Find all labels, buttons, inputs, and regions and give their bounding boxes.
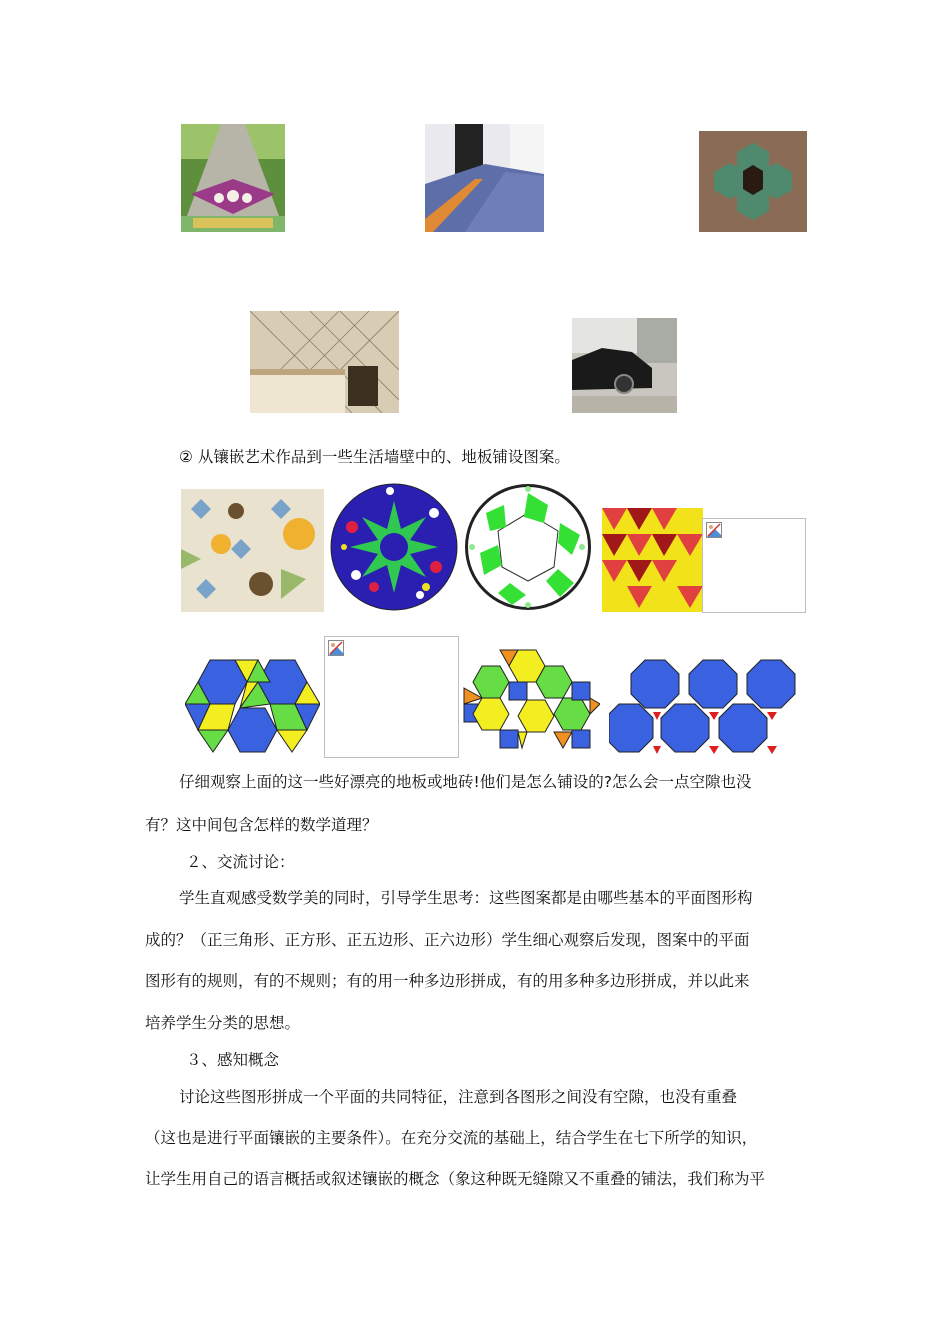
broken-image-placeholder (702, 518, 806, 613)
paragraph-concept-line-2: （这也是进行平面镶嵌的主要条件）。在充分交流的基础上，结合学生在七下所学的知识， (145, 1129, 758, 1147)
paragraph-observe-line-1: 仔细观察上面的这一些好漂亮的地板或地砖!他们是怎么铺设的?怎么会一点空隙也没 (179, 773, 752, 791)
paragraph-observe-line-2: 有？这中间包含怎样的数学道理？ (145, 816, 378, 834)
image-green-circle-limit (462, 483, 594, 611)
image-star-circle-limit (330, 483, 458, 611)
paragraph-discuss-line-1: 学生直观感受数学美的同时，引导学生思考：这些图案都是由哪些基本的平面图形构 (179, 889, 753, 907)
photo-park-path (181, 124, 285, 232)
photo-hallway-floor (425, 124, 544, 232)
paragraph-concept-line-1: 讨论这些图形拼成一个平面的共同特征，注意到各图形之间没有空隙，也没有重叠 (179, 1088, 738, 1106)
broken-image-icon (328, 640, 344, 656)
image-star-square-tiling (602, 508, 703, 612)
section-heading-concept: ３、感知概念 (186, 1051, 280, 1069)
paragraph-discuss-line-4: 培养学生分类的思想。 (145, 1014, 301, 1032)
image-octagon-tiling (609, 658, 798, 756)
image-mixed-polygon-tiling (462, 648, 600, 754)
image-islamic-mosaic (181, 489, 324, 612)
image-hexagon-triangle-tiling (185, 658, 320, 756)
broken-image-icon (706, 522, 722, 538)
paragraph-discuss-line-2: 成的？（正三角形、正方形、正五边形、正六边形）学生细心观察后发现，图案中的平面 (145, 931, 750, 949)
caption-tessellation-art: ② 从镶嵌艺术作品到一些生活墙壁中的、地板铺设图案。 (179, 448, 570, 466)
photo-parked-car (572, 318, 677, 413)
section-heading-discussion: ２、交流讨论： (186, 853, 295, 871)
photo-hexagon-paving (699, 131, 807, 232)
paragraph-discuss-line-3: 图形有的规则，有的不规则；有的用一种多边形拼成，有的用多种多边形拼成，并以此来 (145, 972, 750, 990)
broken-image-placeholder-2 (324, 636, 459, 758)
paragraph-concept-line-3: 让学生用自己的语言概括或叙述镶嵌的概念（象这种既无缝隙又不重叠的铺法，我们称为平 (145, 1170, 766, 1188)
photo-tiled-bathroom (250, 311, 399, 413)
